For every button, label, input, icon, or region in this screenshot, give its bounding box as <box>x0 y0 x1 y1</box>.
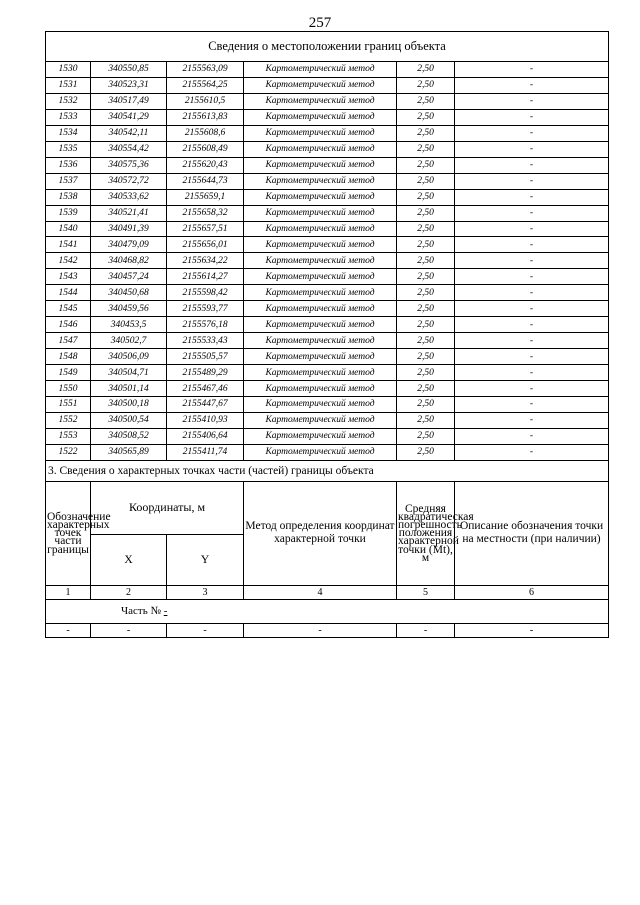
coord-y-cell: 2155406,64 <box>167 428 244 444</box>
point-number-cell: 1541 <box>46 237 91 253</box>
empty-cell: - <box>397 623 455 637</box>
coord-y-cell: 2155608,49 <box>167 141 244 157</box>
coord-x-cell: 340542,11 <box>91 125 167 141</box>
description-cell: - <box>455 349 609 365</box>
coord-x-cell: 340504,71 <box>91 365 167 381</box>
method-cell: Картометрический метод <box>244 221 397 237</box>
table-row <box>46 349 609 365</box>
coord-y-cell: 2155610,5 <box>167 93 244 109</box>
description-cell: - <box>455 444 609 460</box>
coord-x-cell: 340459,56 <box>91 301 167 317</box>
point-number-cell: 1532 <box>46 93 91 109</box>
accuracy-cell: 2,50 <box>397 333 455 349</box>
coord-y-cell: 2155505,57 <box>167 349 244 365</box>
point-number-cell: 1533 <box>46 109 91 125</box>
col-number-4: 4 <box>244 585 397 599</box>
coord-x-cell: 340453,5 <box>91 317 167 333</box>
point-number-cell: 1534 <box>46 125 91 141</box>
description-cell: - <box>455 412 609 428</box>
method-cell: Картометрический метод <box>244 77 397 93</box>
header-description: Описание обозначения точки на местности (при наличии) <box>455 481 609 585</box>
table-row <box>46 62 609 78</box>
header-method: Метод определения координат характерной точки <box>244 481 397 585</box>
coord-x-cell: 340502,7 <box>91 333 167 349</box>
boundary-table <box>45 31 609 638</box>
description-cell: - <box>455 253 609 269</box>
table-row <box>46 93 609 109</box>
method-cell: Картометрический метод <box>244 428 397 444</box>
part-value: - <box>163 605 168 618</box>
description-cell: - <box>455 381 609 397</box>
coord-x-cell: 340500,54 <box>91 412 167 428</box>
col-number-3: 3 <box>167 585 244 599</box>
accuracy-cell: 2,50 <box>397 381 455 397</box>
point-number-cell: 1544 <box>46 285 91 301</box>
description-cell: - <box>455 205 609 221</box>
accuracy-cell: 2,50 <box>397 93 455 109</box>
header-x: X <box>91 534 167 585</box>
table-row <box>46 221 609 237</box>
coord-x-cell: 340457,24 <box>91 269 167 285</box>
accuracy-cell: 2,50 <box>397 349 455 365</box>
method-cell: Картометрический метод <box>244 349 397 365</box>
table-row <box>46 444 609 460</box>
coord-y-cell: 2155411,74 <box>167 444 244 460</box>
accuracy-cell: 2,50 <box>397 237 455 253</box>
coord-y-cell: 2155659,1 <box>167 189 244 205</box>
accuracy-cell: 2,50 <box>397 317 455 333</box>
col-number-6: 6 <box>455 585 609 599</box>
coord-x-cell: 340523,31 <box>91 77 167 93</box>
coord-x-cell: 340533,62 <box>91 189 167 205</box>
point-number-cell: 1550 <box>46 381 91 397</box>
point-number-cell: 1531 <box>46 77 91 93</box>
method-cell: Картометрический метод <box>244 205 397 221</box>
coord-y-cell: 2155608,6 <box>167 125 244 141</box>
coord-y-cell: 2155656,01 <box>167 237 244 253</box>
table-row <box>46 173 609 189</box>
page-number: 257 <box>308 15 332 31</box>
point-number-cell: 1538 <box>46 189 91 205</box>
table-row <box>46 253 609 269</box>
point-number-cell: 1530 <box>46 62 91 78</box>
coord-x-cell: 340450,68 <box>91 285 167 301</box>
point-number-cell: 1536 <box>46 157 91 173</box>
coord-x-cell: 340554,42 <box>91 141 167 157</box>
table-row <box>46 365 609 381</box>
header-y: Y <box>167 534 244 585</box>
coord-x-cell: 340572,72 <box>91 173 167 189</box>
method-cell: Картометрический метод <box>244 301 397 317</box>
table-row <box>46 381 609 397</box>
description-cell: - <box>455 301 609 317</box>
method-cell: Картометрический метод <box>244 173 397 189</box>
accuracy-cell: 2,50 <box>397 141 455 157</box>
table-row <box>46 237 609 253</box>
section-title: Сведения о местоположении границ объекта <box>46 32 609 62</box>
empty-cell: - <box>46 623 91 637</box>
accuracy-cell: 2,50 <box>397 125 455 141</box>
point-number-cell: 1540 <box>46 221 91 237</box>
method-cell: Картометрический метод <box>244 125 397 141</box>
empty-cell: - <box>455 623 609 637</box>
coord-x-cell: 340575,36 <box>91 157 167 173</box>
coord-x-cell: 340541,29 <box>91 109 167 125</box>
accuracy-cell: 2,50 <box>397 269 455 285</box>
coord-y-cell: 2155644,73 <box>167 173 244 189</box>
coord-x-cell: 340517,49 <box>91 93 167 109</box>
description-cell: - <box>455 221 609 237</box>
method-cell: Картометрический метод <box>244 141 397 157</box>
coord-x-cell: 340479,09 <box>91 237 167 253</box>
description-cell: - <box>455 77 609 93</box>
description-cell: - <box>455 157 609 173</box>
coord-x-cell: 340550,85 <box>91 62 167 78</box>
part-row <box>46 599 609 623</box>
table-row <box>46 301 609 317</box>
method-cell: Картометрический метод <box>244 444 397 460</box>
col-number-5: 5 <box>397 585 455 599</box>
accuracy-cell: 2,50 <box>397 157 455 173</box>
empty-cell: - <box>167 623 244 637</box>
point-number-cell: 1553 <box>46 428 91 444</box>
description-cell: - <box>455 109 609 125</box>
accuracy-cell: 2,50 <box>397 412 455 428</box>
accuracy-cell: 2,50 <box>397 189 455 205</box>
accuracy-cell: 2,50 <box>397 173 455 189</box>
table-row <box>46 189 609 205</box>
method-cell: Картометрический метод <box>244 365 397 381</box>
method-cell: Картометрический метод <box>244 93 397 109</box>
table-row <box>46 333 609 349</box>
coord-y-cell: 2155576,18 <box>167 317 244 333</box>
coord-y-cell: 2155593,77 <box>167 301 244 317</box>
header-coordinates: Координаты, м <box>91 481 244 534</box>
description-cell: - <box>455 62 609 78</box>
point-number-cell: 1549 <box>46 365 91 381</box>
description-cell: - <box>455 189 609 205</box>
point-number-cell: 1548 <box>46 349 91 365</box>
accuracy-cell: 2,50 <box>397 253 455 269</box>
header-accuracy: Средняя квадратическая погрешность положения характерной точки (Мt), м <box>397 481 455 585</box>
description-cell: - <box>455 141 609 157</box>
method-cell: Картометрический метод <box>244 62 397 78</box>
coord-x-cell: 340501,14 <box>91 381 167 397</box>
method-cell: Картометрический метод <box>244 381 397 397</box>
point-number-cell: 1539 <box>46 205 91 221</box>
accuracy-cell: 2,50 <box>397 285 455 301</box>
coord-x-cell: 340508,52 <box>91 428 167 444</box>
coord-y-cell: 2155658,32 <box>167 205 244 221</box>
coord-y-cell: 2155563,09 <box>167 62 244 78</box>
table-row <box>46 141 609 157</box>
point-number-cell: 1535 <box>46 141 91 157</box>
description-cell: - <box>455 269 609 285</box>
accuracy-cell: 2,50 <box>397 221 455 237</box>
coord-y-cell: 2155614,27 <box>167 269 244 285</box>
table-row <box>46 397 609 413</box>
coord-x-cell: 340500,18 <box>91 397 167 413</box>
method-cell: Картометрический метод <box>244 253 397 269</box>
method-cell: Картометрический метод <box>244 285 397 301</box>
coord-y-cell: 2155620,43 <box>167 157 244 173</box>
table-row <box>46 317 609 333</box>
coord-y-cell: 2155657,51 <box>167 221 244 237</box>
empty-cell: - <box>244 623 397 637</box>
coord-x-cell: 340521,41 <box>91 205 167 221</box>
col-number-1: 1 <box>46 585 91 599</box>
point-number-cell: 1546 <box>46 317 91 333</box>
coord-y-cell: 2155613,83 <box>167 109 244 125</box>
accuracy-cell: 2,50 <box>397 205 455 221</box>
table-row <box>46 269 609 285</box>
header-point-designation: Обозначение характерных точек части границы <box>46 481 91 585</box>
coord-x-cell: 340565,89 <box>91 444 167 460</box>
coord-y-cell: 2155447,67 <box>167 397 244 413</box>
coord-x-cell: 340491,39 <box>91 221 167 237</box>
description-cell: - <box>455 397 609 413</box>
method-cell: Картометрический метод <box>244 317 397 333</box>
point-number-cell: 1545 <box>46 301 91 317</box>
table-row <box>46 109 609 125</box>
point-number-cell: 1552 <box>46 412 91 428</box>
coord-y-cell: 2155634,22 <box>167 253 244 269</box>
accuracy-cell: 2,50 <box>397 109 455 125</box>
point-number-cell: 1522 <box>46 444 91 460</box>
method-cell: Картометрический метод <box>244 333 397 349</box>
coord-y-cell: 2155489,29 <box>167 365 244 381</box>
coord-x-cell: 340468,82 <box>91 253 167 269</box>
description-cell: - <box>455 173 609 189</box>
table-row <box>46 125 609 141</box>
description-cell: - <box>455 93 609 109</box>
table-row <box>46 205 609 221</box>
description-cell: - <box>455 317 609 333</box>
method-cell: Картометрический метод <box>244 157 397 173</box>
accuracy-cell: 2,50 <box>397 444 455 460</box>
accuracy-cell: 2,50 <box>397 62 455 78</box>
table-row <box>46 77 609 93</box>
point-number-cell: 1551 <box>46 397 91 413</box>
method-cell: Картометрический метод <box>244 269 397 285</box>
description-cell: - <box>455 365 609 381</box>
point-number-cell: 1542 <box>46 253 91 269</box>
col-number-2: 2 <box>91 585 167 599</box>
point-number-cell: 1547 <box>46 333 91 349</box>
empty-cell: - <box>91 623 167 637</box>
method-cell: Картометрический метод <box>244 237 397 253</box>
coord-y-cell: 2155598,42 <box>167 285 244 301</box>
table-row <box>46 428 609 444</box>
coord-x-cell: 340506,09 <box>91 349 167 365</box>
point-number-cell: 1543 <box>46 269 91 285</box>
description-cell: - <box>455 237 609 253</box>
method-cell: Картометрический метод <box>244 397 397 413</box>
accuracy-cell: 2,50 <box>397 365 455 381</box>
table-row <box>46 285 609 301</box>
method-cell: Картометрический метод <box>244 189 397 205</box>
description-cell: - <box>455 333 609 349</box>
point-number-cell: 1537 <box>46 173 91 189</box>
accuracy-cell: 2,50 <box>397 397 455 413</box>
description-cell: - <box>455 285 609 301</box>
section3-title: 3. Сведения о характерных точках части (частей) границы объекта <box>46 460 609 481</box>
part-label: Часть № <box>121 605 161 618</box>
method-cell: Картометрический метод <box>244 109 397 125</box>
coord-y-cell: 2155564,25 <box>167 77 244 93</box>
description-cell: - <box>455 125 609 141</box>
accuracy-cell: 2,50 <box>397 301 455 317</box>
table-row <box>46 412 609 428</box>
table-row <box>46 157 609 173</box>
description-cell: - <box>455 428 609 444</box>
coord-y-cell: 2155467,46 <box>167 381 244 397</box>
method-cell: Картометрический метод <box>244 412 397 428</box>
coord-y-cell: 2155410,93 <box>167 412 244 428</box>
accuracy-cell: 2,50 <box>397 77 455 93</box>
accuracy-cell: 2,50 <box>397 428 455 444</box>
coord-y-cell: 2155533,43 <box>167 333 244 349</box>
